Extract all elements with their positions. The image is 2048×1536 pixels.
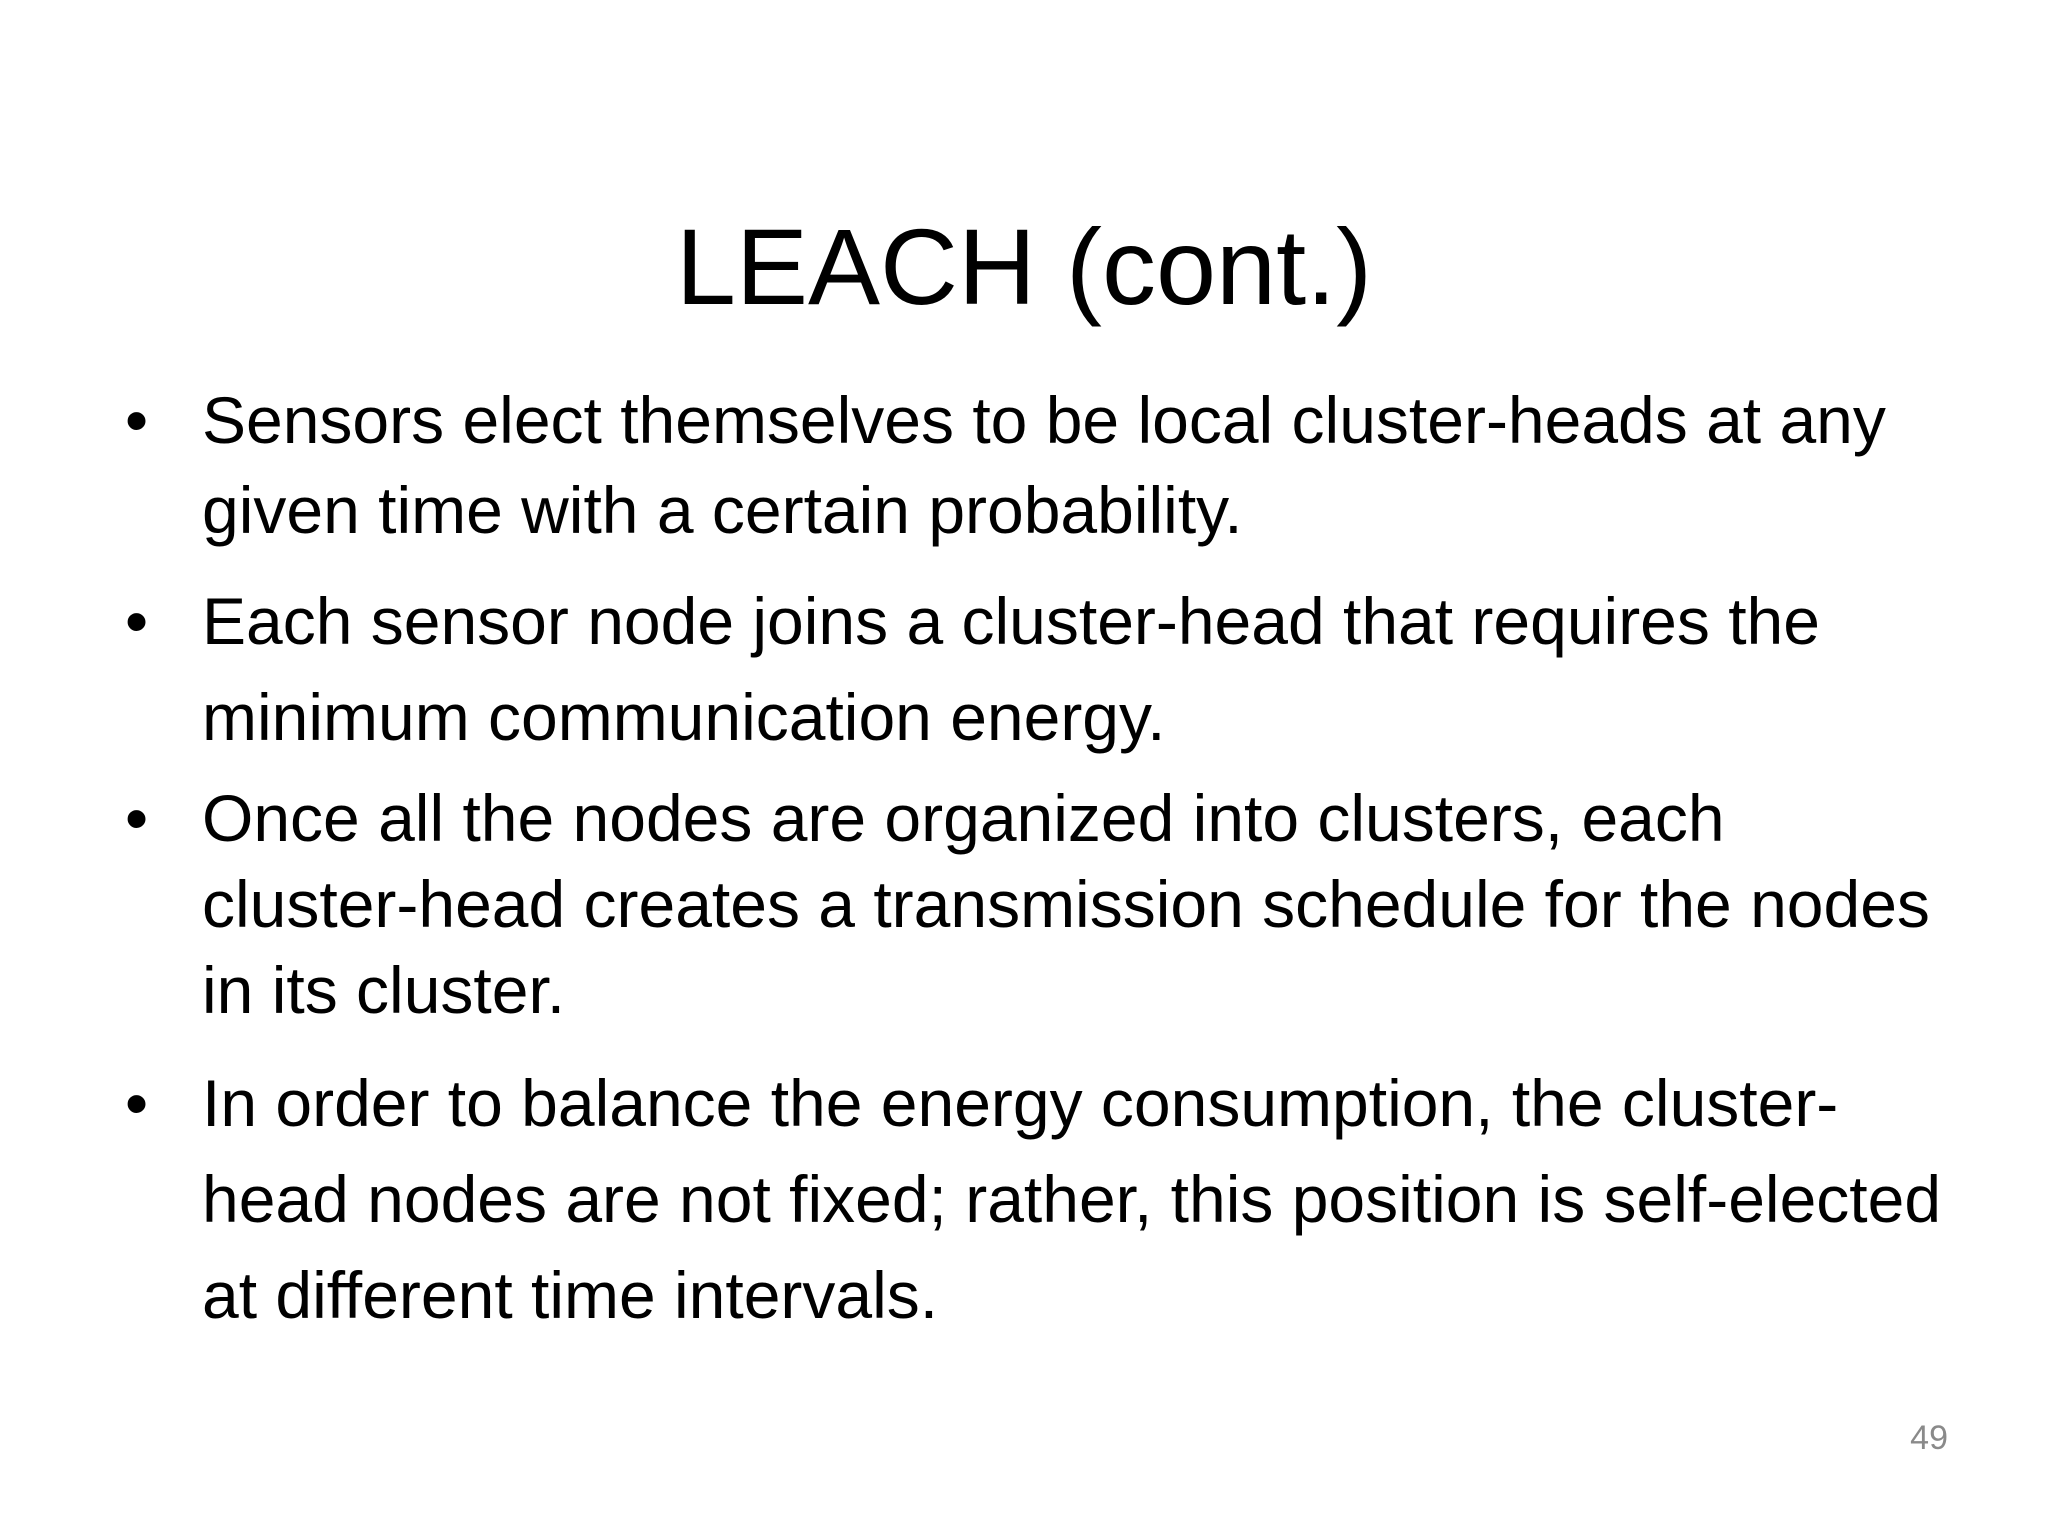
bullet-item	[125, 375, 1955, 555]
bullet-list	[125, 375, 1955, 1343]
page-number: 49	[1910, 1419, 1948, 1457]
bullet-text: Once all the nodes are organized into clusters, each cluster-head creates a transmission schedule for the nodes in its cluster.	[202, 781, 1930, 1027]
bullet-dot-icon: •	[125, 1066, 149, 1140]
bullet-text: Each sensor node joins a cluster-head that requires the minimum communication energy.	[202, 584, 1820, 754]
bullet-text: In order to balance the energy consumption, the cluster-head nodes are not fixed; rather, this position is self-elected at different time intervals.	[202, 1066, 1942, 1332]
bullet-item	[125, 573, 1955, 765]
bullet-text: Sensors elect themselves to be local cluster-heads at any given time with a certain probability.	[202, 383, 1886, 547]
bullet-item	[125, 775, 1955, 1033]
bullet-dot-icon: •	[125, 383, 149, 457]
bullet-dot-icon: •	[125, 584, 149, 658]
slide-title: LEACH (cont.)	[675, 206, 1373, 328]
bullet-dot-icon: •	[125, 781, 149, 855]
bullet-item	[125, 1055, 1955, 1343]
